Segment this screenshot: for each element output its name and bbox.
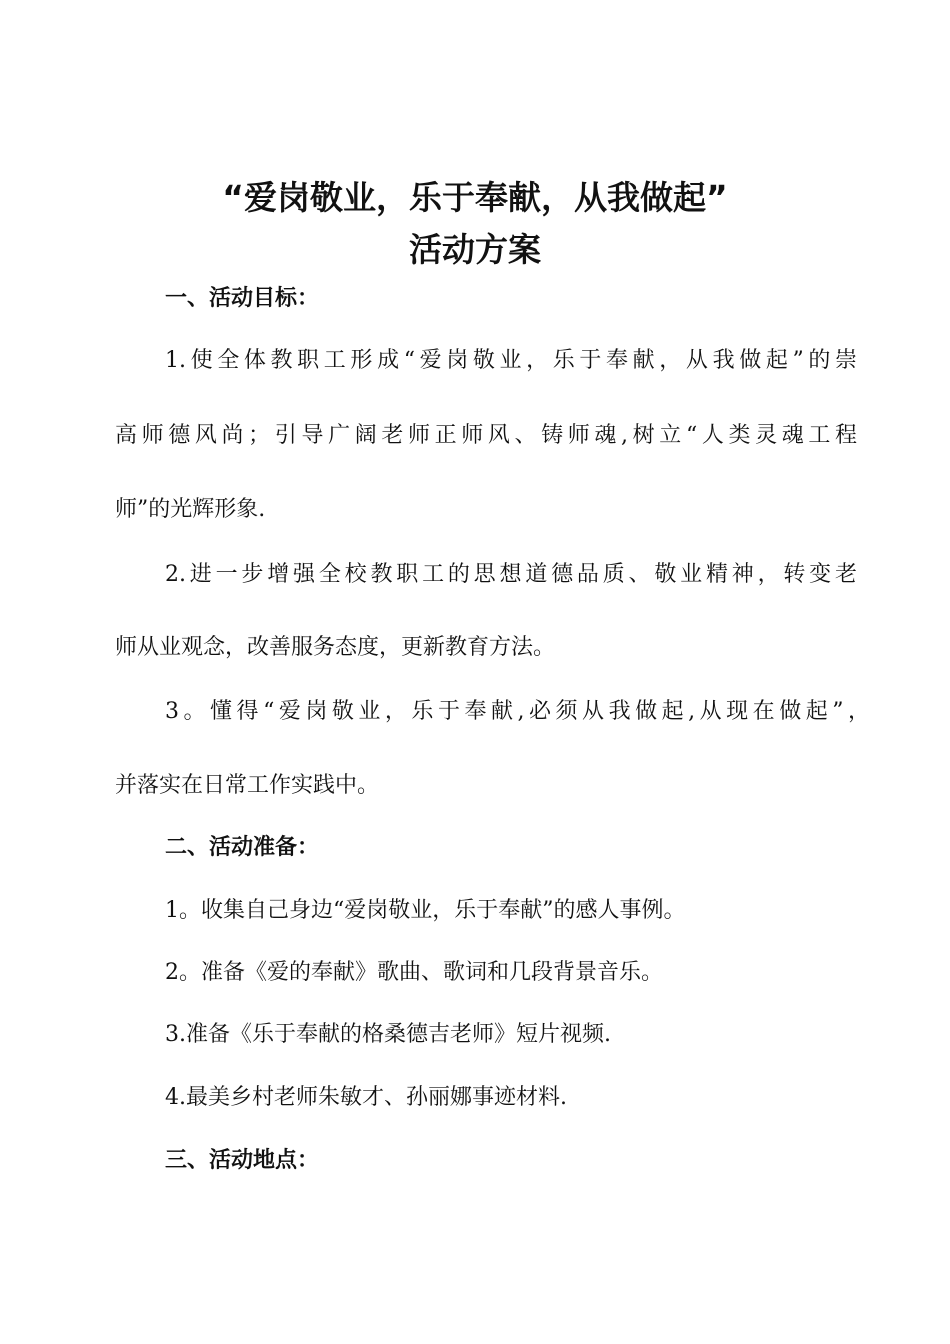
preparation-item-3: 3.准备《乐于奉献的格桑德吉老师》短片视频. <box>165 1022 611 1047</box>
section-heading-goals: 一、活动目标： <box>165 286 320 311</box>
document-title-line-2: 活动方案 <box>409 230 541 269</box>
section-heading-preparation: 二、活动准备： <box>165 835 320 860</box>
goal-2-line-2: 师从业观念，改善服务态度，更新教育方法。 <box>115 635 556 660</box>
preparation-item-2: 2。准备《爱的奉献》歌曲、歌词和几段背景音乐。 <box>165 960 663 985</box>
goal-1-line-3: 师”的光辉形象. <box>115 497 266 522</box>
goal-1-line-1: 1.使全体教职工形成“爱岗敬业，乐于奉献，从我做起”的崇 <box>165 348 857 373</box>
goal-3-line-1: 3。懂得“爱岗敬业，乐于奉献,必须从我做起,从现在做起”， <box>165 699 870 724</box>
preparation-item-4: 4.最美乡村老师朱敏才、孙丽娜事迹材料. <box>165 1085 567 1110</box>
preparation-item-1: 1。收集自己身边“爱岗敬业，乐于奉献”的感人事例。 <box>165 898 686 923</box>
goal-3-line-2: 并落实在日常工作实践中。 <box>115 773 380 798</box>
section-heading-location: 三、活动地点： <box>165 1148 320 1173</box>
goal-1-line-2: 高师德风尚；引导广阔老师正师风、铸师魂,树立“人类灵魂工程 <box>115 423 857 448</box>
goal-2-line-1: 2.进一步增强全校教职工的思想道德品质、敬业精神，转变老 <box>165 562 857 587</box>
document-title-line-1: “爱岗敬业，乐于奉献，从我做起” <box>222 178 728 217</box>
